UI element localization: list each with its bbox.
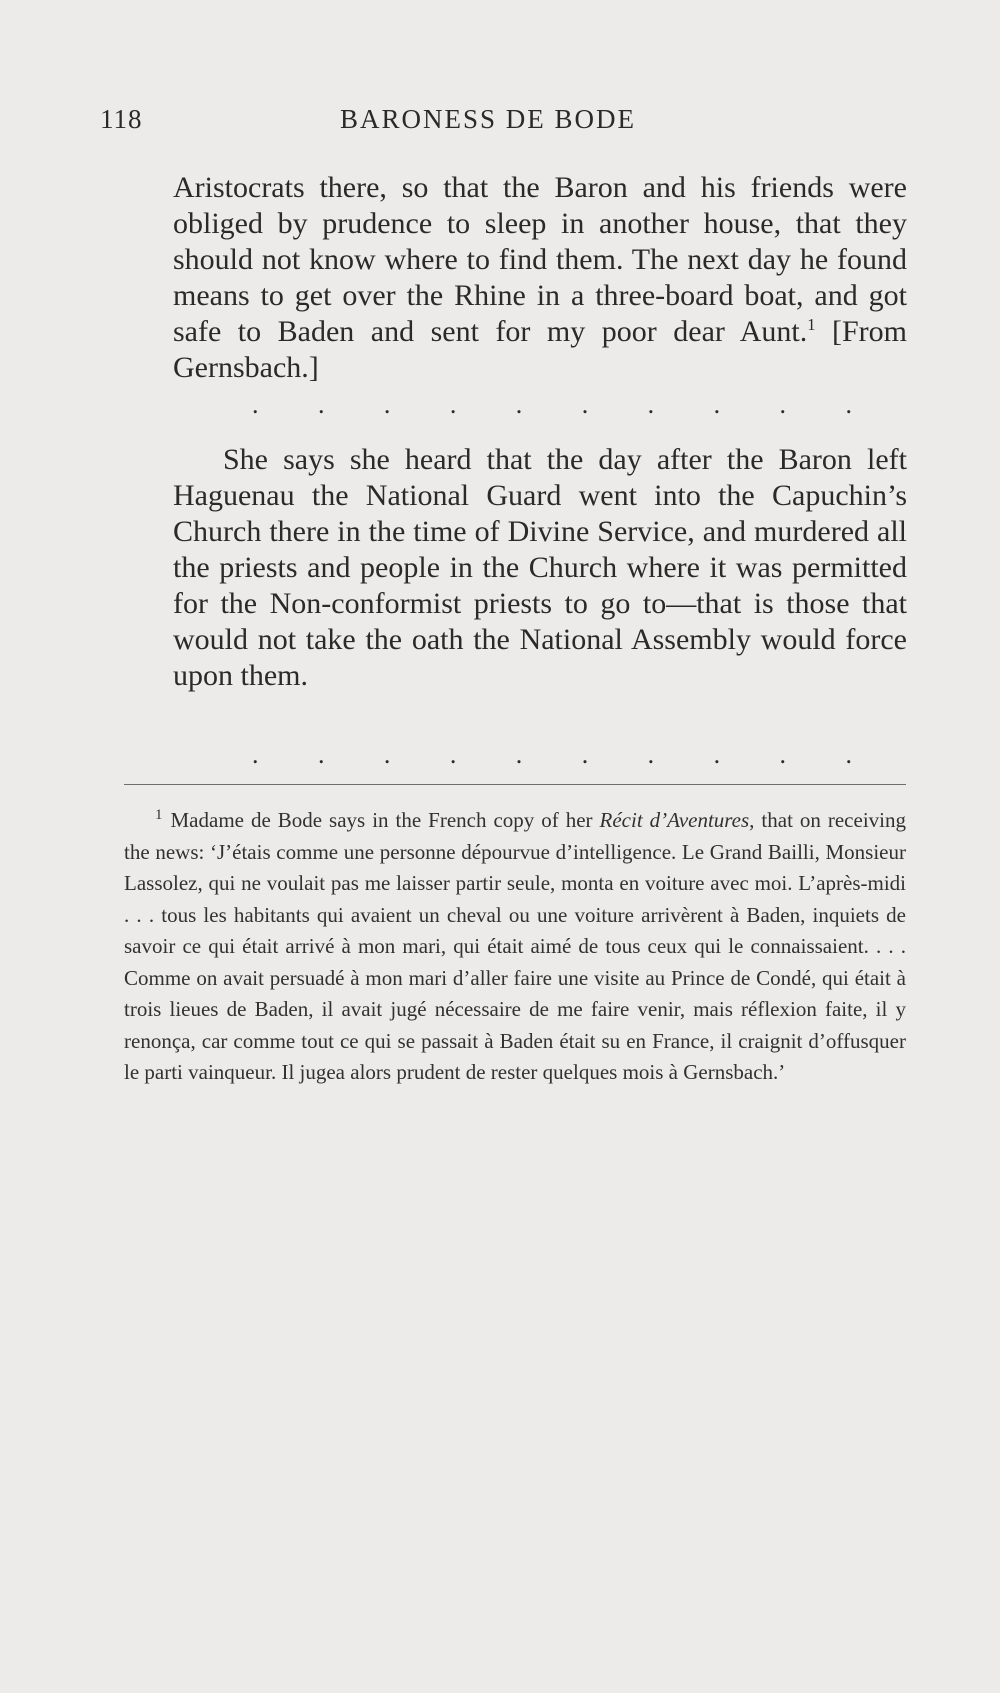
ellipsis-dot: . [647, 740, 655, 769]
ellipsis-dot: . [449, 390, 457, 419]
paragraph-1-text: Aristocrats there, so that the Baron and his friends were obliged by prudence to sleep in another house, that they should not know where to find them. The next day he found means to get over the Rhine in a three-board boat, and got safe to Baden and sent for my poor dear Aunt. [173, 171, 907, 348]
footnote [124, 800, 906, 1089]
ellipsis-dot: . [252, 740, 259, 769]
footnote-italic-title: Récit d’Aventures, [599, 808, 755, 832]
footnote-reference: 1 [807, 315, 816, 334]
paragraph-2: She says she heard that the day after the Baron left Haguenau the National Guard went into the Capuchin’s Church there in the time of Divine Service, and murdered all the priests and people in the Church where it was permitted for the Non-conformist priests to go to—that is those that would not take the oath the National Assembly would force upon them. [173, 443, 907, 692]
footnote-lead: Madame de Bode says in the French copy of her [170, 808, 600, 832]
paragraph-1 [173, 170, 907, 386]
ellipsis-row-2 [252, 740, 852, 770]
ellipsis-dot: . [845, 740, 852, 769]
paragraph-1-tail: [From Gernsbach.] [173, 315, 908, 384]
ellipsis-dot: . [845, 390, 852, 419]
page-number: 118 [100, 104, 143, 134]
footnote-divider [124, 784, 906, 785]
ellipsis-dot: . [252, 390, 259, 419]
running-head [100, 104, 908, 144]
ellipsis-dot: . [581, 740, 589, 769]
ellipsis-dot: . [383, 390, 391, 419]
footnote-text: that on receiving the news: ‘J’étais comme une personne dépourvue d’intelligence. Le Grand Bailli, Monsieur Lassolez, qui ne voulait pas me laisser partir seule, monta en voiture avec moi. L’après-midi . . . tous les habitants qui avaient un cheval ou une voiture arrivèrent à Baden, inquiets de savoir ce qui était arrivé à mon mari, qui était aimé de tous ceux qui le connaissaient. . . . Comme on avait persuadé à mon mari d’aller faire une visite au Prince de Condé, qui était à trois lieues de Baden, il avait jugé nécessaire de me faire venir, mais réflexion faite, il y renonça, car comme tout ce qui se passait à Baden était su en France, il craignit d’offusquer le parti vainqueur. Il jugea alors prudent de rester quelques mois à Gernsbach.’ [124, 808, 906, 1084]
ellipsis-dot: . [779, 390, 786, 419]
ellipsis-dot: . [515, 740, 523, 769]
ellipsis-dot: . [779, 740, 786, 769]
ellipsis-dot: . [713, 740, 721, 769]
ellipsis-row-1 [252, 390, 852, 420]
ellipsis-dot: . [383, 740, 391, 769]
ellipsis-dot: . [647, 390, 655, 419]
running-title: BARONESS DE BODE [340, 104, 637, 134]
ellipsis-dot: . [581, 390, 589, 419]
footnote-mark: 1 [155, 807, 163, 823]
ellipsis-dot: . [317, 390, 325, 419]
ellipsis-dot: . [317, 740, 325, 769]
ellipsis-dot: . [713, 390, 721, 419]
ellipsis-dot: . [449, 740, 457, 769]
ellipsis-dot: . [515, 390, 523, 419]
